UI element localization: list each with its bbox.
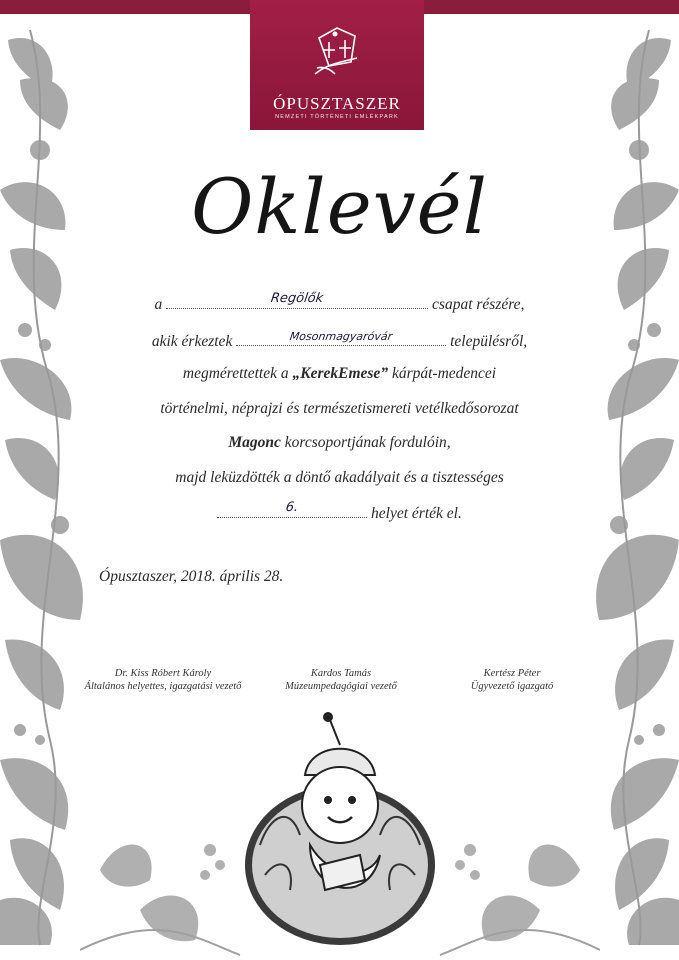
signatory-1-name: Dr. Kiss Róbert Károly: [114, 668, 212, 679]
line7-suffix: helyet érték el.: [371, 505, 462, 522]
mascot-illustration: [240, 705, 440, 950]
signatory-3-role: Ügyvezető igazgató: [470, 681, 554, 692]
line3-prefix: megmérettettek a: [182, 365, 289, 382]
settlement-name: Mosonmagyaróvár: [289, 330, 394, 343]
body-line-1: [0, 291, 679, 314]
place-value: 6.: [284, 500, 300, 515]
issue-date: Ópusztaszer, 2018. április 28.: [99, 568, 284, 585]
team-name: Regölők: [269, 291, 325, 306]
line1-suffix: csapat részére,: [432, 296, 525, 313]
competition-name: „KerekEmese”: [292, 365, 389, 382]
line2-prefix: akik érkeztek: [151, 333, 233, 350]
body-line-6: majd leküzdötték a döntő akadályait és a tisztességes: [175, 469, 504, 486]
body-line-5: [0, 434, 679, 452]
logo-header: [250, 0, 424, 130]
signatory-2: [256, 667, 426, 693]
signatory-1-role: Általános helyettes, igazgatási vezető: [84, 681, 242, 692]
place-field: [217, 500, 367, 518]
line1-prefix: a: [154, 296, 163, 313]
team-name-field: [166, 291, 428, 309]
body-line-3: [0, 365, 679, 383]
signatory-3: [427, 667, 597, 693]
signatory-2-role: Múzeumpedagógiai vezető: [285, 681, 397, 692]
body-line-7: [0, 500, 679, 523]
age-category: Magonc: [228, 434, 281, 451]
diploma-title: Oklevél: [191, 162, 488, 251]
body-line-2: [0, 331, 679, 351]
body-line-4: történelmi, néprajzi és természetismereti vetélkedősorozat: [160, 400, 519, 417]
signatory-2-name: Kardos Tamás: [310, 668, 372, 679]
signatory-3-name: Kertész Péter: [483, 668, 541, 679]
line3-suffix: kárpát-medencei: [391, 365, 497, 382]
emblem-icon: [305, 18, 369, 82]
line5-suffix: korcsoportjának fordulóin,: [284, 434, 451, 451]
settlement-field: [236, 331, 446, 346]
logo-subtitle: NEMZETI TÖRTÉNETI EMLÉKPARK: [275, 114, 399, 120]
line2-suffix: településről,: [450, 333, 528, 350]
signatory-1: [78, 667, 248, 693]
logo-title: ÓPUSZTASZER: [273, 94, 401, 113]
